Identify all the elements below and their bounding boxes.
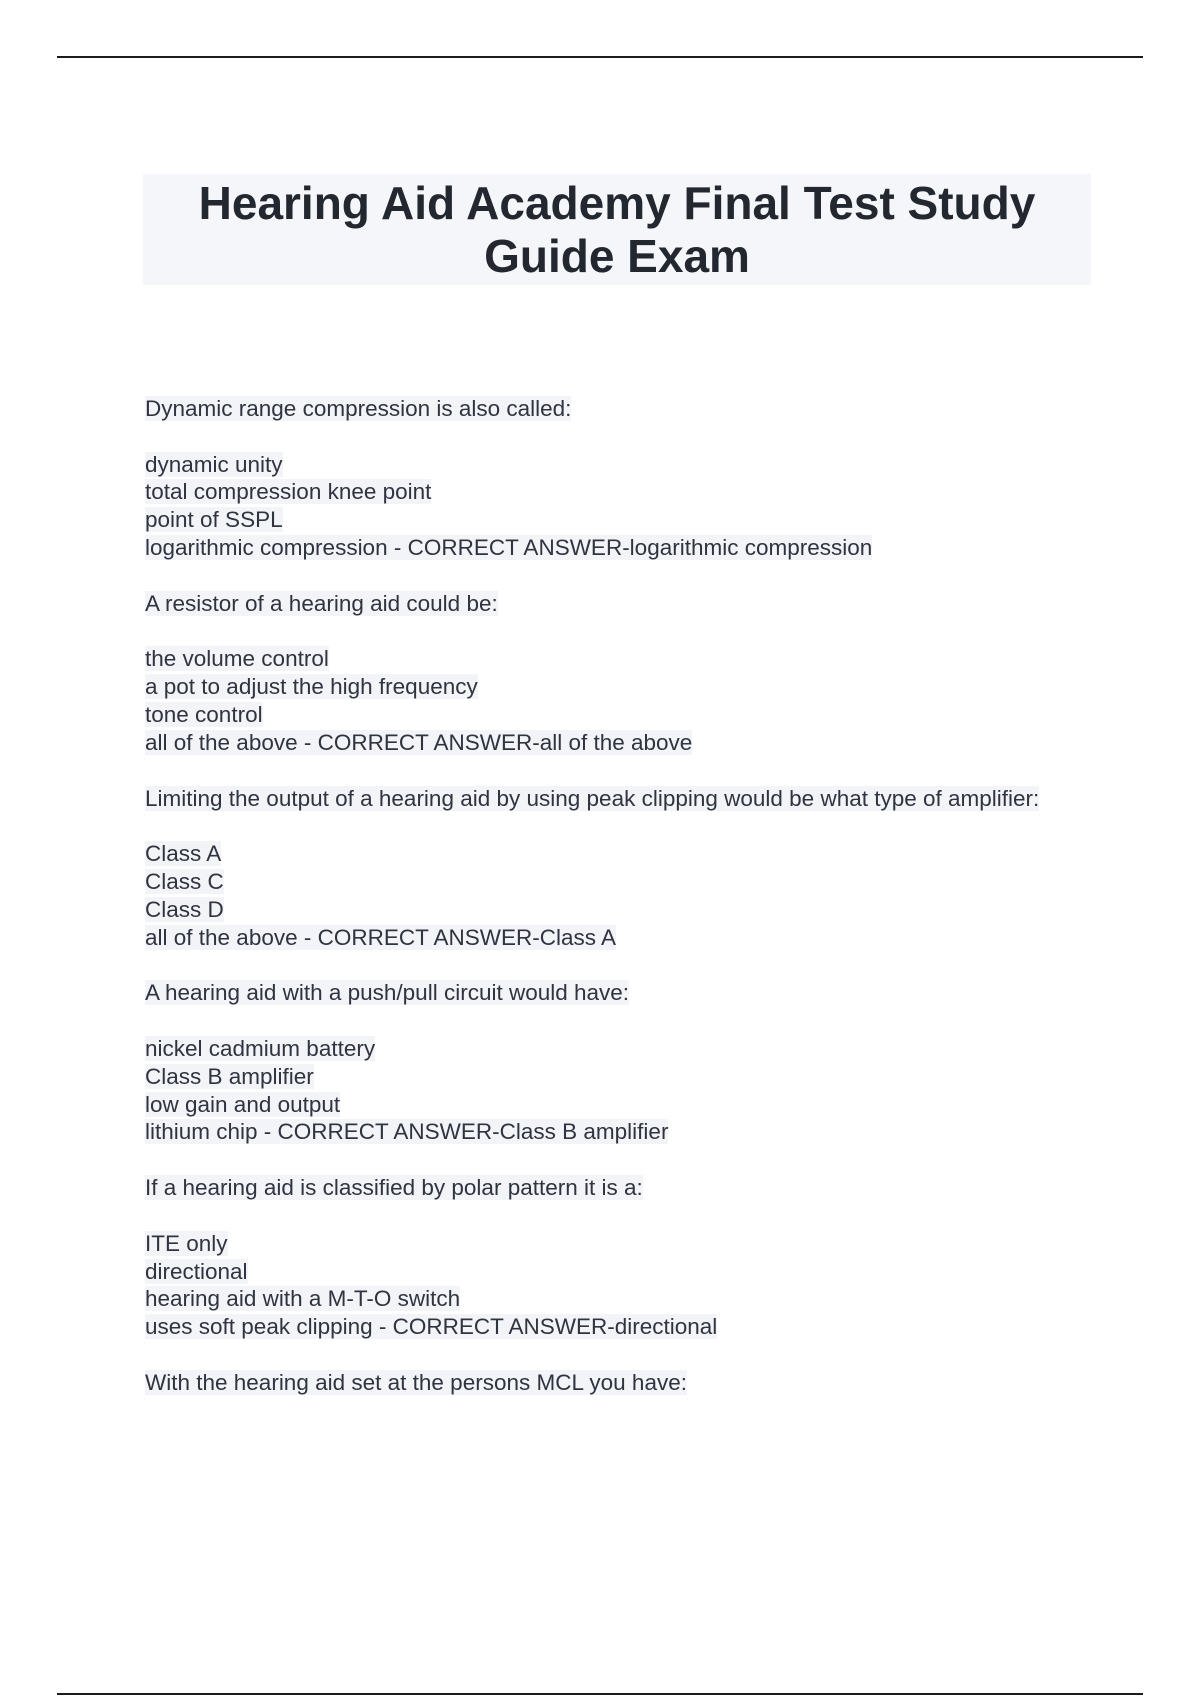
question-item bbox=[145, 979, 1045, 1146]
answer-options bbox=[145, 840, 1045, 951]
answer-option: low gain and output bbox=[145, 1091, 341, 1117]
answer-option: ITE only bbox=[145, 1230, 228, 1256]
question-text: Dynamic range compression is also called: bbox=[145, 396, 572, 421]
answer-option: Class C bbox=[145, 868, 224, 894]
title-banner bbox=[143, 174, 1091, 285]
question-text: With the hearing aid set at the persons MCL you have: bbox=[145, 1369, 687, 1395]
answer-option: directional bbox=[145, 1258, 248, 1284]
question-item bbox=[145, 1369, 1045, 1397]
answer-options bbox=[145, 451, 1045, 562]
answer-option-correct: uses soft peak clipping - CORRECT ANSWER-directional bbox=[145, 1314, 718, 1340]
answer-option: a pot to adjust the high frequency bbox=[145, 674, 478, 700]
question-item bbox=[145, 785, 1045, 952]
answer-option: dynamic unity bbox=[145, 451, 283, 477]
question-item bbox=[145, 590, 1045, 757]
question-list bbox=[145, 395, 1045, 1425]
document-title: Hearing Aid Academy Final Test Study Guide Exam bbox=[198, 176, 1036, 282]
answer-option-correct: all of the above - CORRECT ANSWER-all of the above bbox=[145, 729, 693, 755]
top-rule bbox=[57, 56, 1143, 58]
question-text: A hearing aid with a push/pull circuit would have: bbox=[145, 980, 630, 1006]
answer-options bbox=[145, 1035, 1045, 1146]
answer-option: Class A bbox=[145, 841, 222, 867]
answer-option-correct: logarithmic compression - CORRECT ANSWER-logarithmic compression bbox=[145, 534, 873, 560]
answer-option: nickel cadmium battery bbox=[145, 1035, 376, 1061]
answer-option-correct: all of the above - CORRECT ANSWER-Class A bbox=[145, 924, 616, 950]
answer-option: Class D bbox=[145, 896, 224, 922]
question-item bbox=[145, 1174, 1045, 1341]
question-text: If a hearing aid is classified by polar pattern it is a: bbox=[145, 1175, 643, 1201]
answer-option: tone control bbox=[145, 701, 263, 727]
answer-option: total compression knee point bbox=[145, 479, 432, 505]
bottom-rule bbox=[57, 1693, 1143, 1695]
question-text: A resistor of a hearing aid could be: bbox=[145, 590, 498, 616]
answer-option: Class B amplifier bbox=[145, 1063, 314, 1089]
answer-option: the volume control bbox=[145, 646, 329, 672]
question-item bbox=[145, 395, 1045, 562]
answer-options bbox=[145, 1230, 1045, 1341]
question-text: Limiting the output of a hearing aid by using peak clipping would be what type of amplifier: bbox=[145, 785, 1040, 811]
answer-option: hearing aid with a M-T-O switch bbox=[145, 1286, 461, 1312]
answer-option-correct: lithium chip - CORRECT ANSWER-Class B amplifier bbox=[145, 1119, 669, 1145]
answer-option: point of SSPL bbox=[145, 507, 283, 533]
answer-options bbox=[145, 645, 1045, 756]
